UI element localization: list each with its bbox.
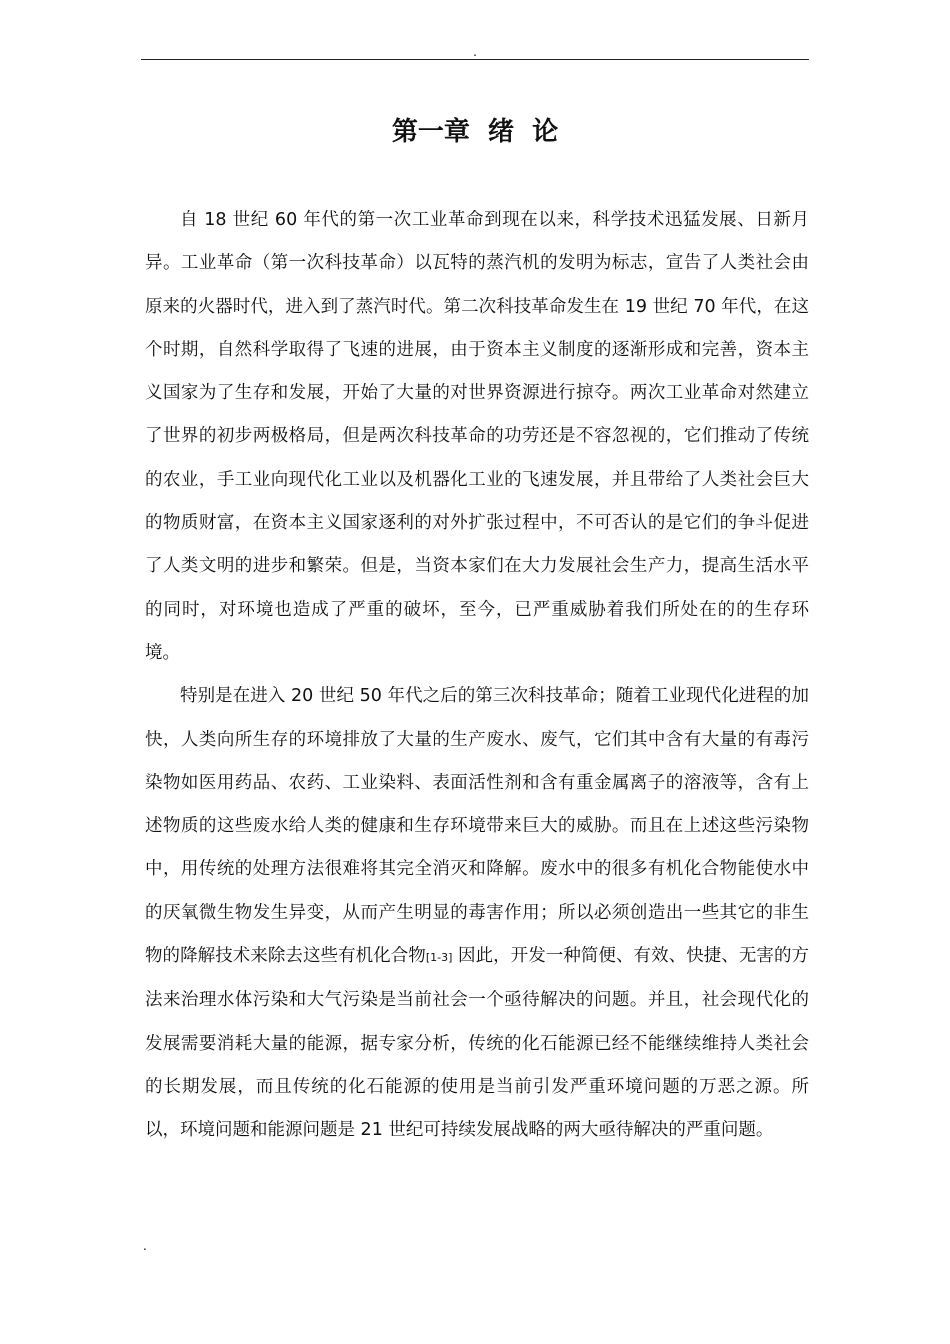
citation-reference: [1-3] [425, 951, 453, 965]
footer-mark: . [143, 1239, 147, 1253]
chapter-title: 第一章 绪 论 [391, 117, 559, 147]
paragraph-1: 自 18 世纪 60 年代的第一次工业革命到现在以来，科学技术迅猛发展、日新月异。工业革命（第一次科技革命）以瓦特的蒸汽机的发明为标志，宣告了人类社会由原来的火器时代，进入到了蒸汽时代。第二次科技革命发生在 19 世纪 70 年代，在这个时期，自然科学取得了飞速的进展，由于资本主义制度的逐渐形成和完善，资本主义国家为了生存和发展，开始了大量的对世界资源进行掠夺。两次工业革命对然建立了世界的初步两极格局，但是两次科技革命的功劳还是不容忽视的，它们推动了传统的农业，手工业向现代化工业以及机器化工业的飞速发展，并且带给了人类社会巨大的物质财富，在资本主义国家逐利的对外扩张过程中，不可否认的是它们的争斗促进了人类文明的进步和繁荣。但是，当资本家们在大力发展社会生产力，提高生活水平的同时，对环境也造成了严重的破坏，至今，已严重威胁着我们所处在的的生存环境。 [145, 210, 809, 663]
paragraph-2-text-part-2: 因此，开发一种简便、有效、快捷、无害的方法来治理水体污染和大气污染是当前社会一个亟待解决的问题。并且，社会现代化的发展需要消耗大量的能源，据专家分析，传统的化石能源已经不能继续维持人类社会的长期发展，而且传统的化石能源的使用是当前引发严重环境问题的万恶之源。所以，环境问题和能源问题是 21 世纪可持续发展战略的两大亟待解决的严重问题。 [145, 946, 810, 1141]
header-rule [141, 59, 809, 60]
paragraph-2-text-part-1: 特别是在进入 20 世纪 50 年代之后的第三次科技革命；随着工业现代化进程的加快，人类向所生存的环境排放了大量的生产废水、废气，它们其中含有大量的有毒污染物如医用药品、农药、工业染料、表面活性剂和含有重金属离子的溶液等，含有上述物质的这些废水给人类的健康和生存环境带来巨大的威胁。而且在上述这些污染物中，用传统的处理方法很难将其完全消灭和降解。废水中的很多有机化合物能使水中的厌氧微生物发生异变，从而产生明显的毒害作用；所以必须创造出一些其它的非生物的降解技术来除去这些有机化合物 [145, 686, 809, 967]
body-text [145, 199, 809, 1153]
paragraph-2 [145, 675, 809, 1152]
header-mark: . [473, 45, 477, 59]
